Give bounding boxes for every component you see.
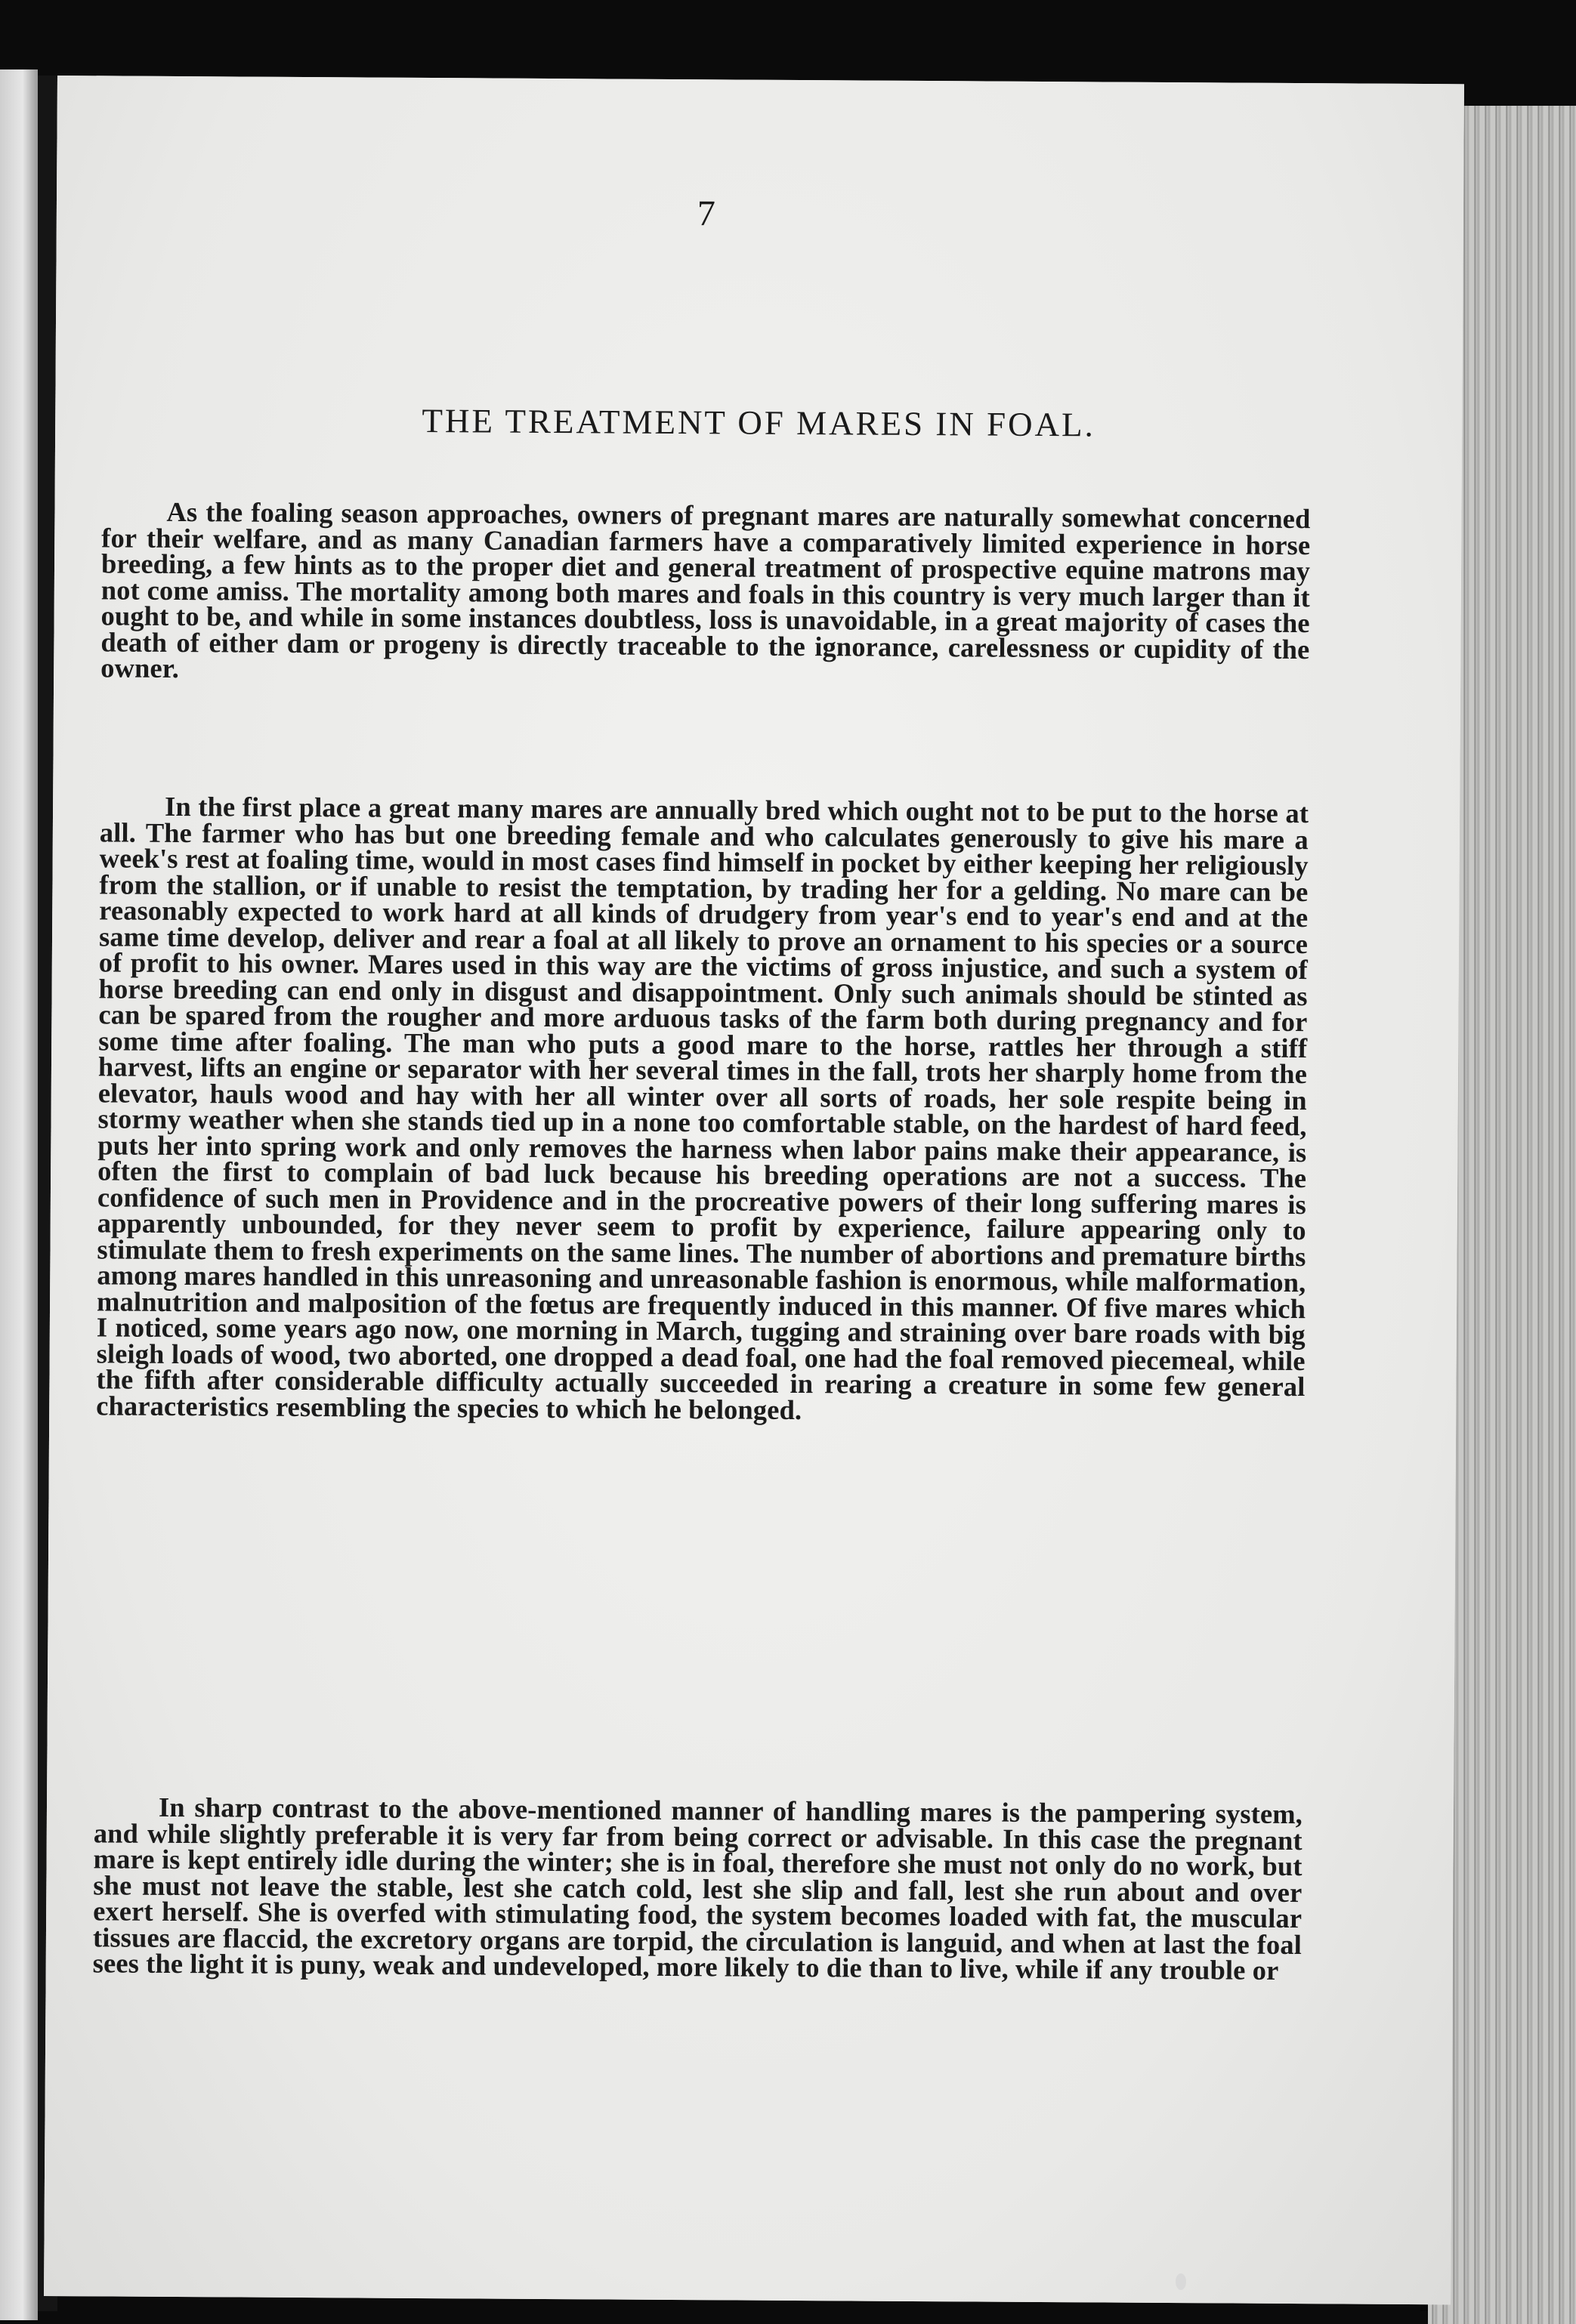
left-page-edge: [0, 69, 38, 2320]
paragraph-3: In sharp contrast to the above-mentioned manner of handling mares is the pampering system, and while slightly preferable it is very far from being correct or advisable. In this case the pregnant mare is kept entirely idle during the winter; she is in foal, therefore she must not only do no work, but she must not leave the stable, lest she catch cold, lest she slip and fall, lest she run about and over exert herself. She is overfed with stimulating food, the system becomes loaded with fat, the muscular tissues are flaccid, the excretory organs are torpid, the circulation is languid, and when at last the foal sees the light it is puny, weak and undeveloped, more likely to die than to live, while if any trouble or: [92, 1791, 1303, 1986]
book-page: [44, 76, 1464, 2304]
scan-speck: [1176, 2273, 1186, 2290]
paragraph-2: In the first place a great many mares are annually bred which ought not to be put to the horse at all. The farmer who has but one breeding female and who calculates generously to give his mare a week's rest at foaling time, would in most cases find himself in pocket by either keeping her religiously from the stallion, or if unable to resist the temptation, by trading her for a gelding. No mare can be reasonably expected to work hard at all kinds of drudgery from year's end to year's end and at the same time develop, deliver and rear a foal at all likely to prove an ornament to his species or a source of profit to his owner. Mares used in this way are the victims of gross injustice, and such a system of horse breeding can end only in disgust and disappointment. Only such animals should be stinted as can be spared from the rougher and more arduous tasks of the farm both during pregnancy and for some time after foaling. The man who puts a good mare to the horse, rattles her through a stiff harvest, lifts an engine or separator with her several times in the fall, trots her sharply home from the elevator, hauls wood and hay with her all winter over all sorts of roads, her sole respite being in stormy weather when she stands tied up in a none too comfortable stable, on the hardest of hard feed, puts her into spring work and only removes the harness when labor pains make their appearance, is often the first to complain of bad luck because his breeding operations are not a success. The confidence of such men in Providence and in the procreative powers of their long suffering mares is apparently unbounded, for they never seem to profit by experience, failure appearing only to stimulate them to fresh experiments on the same lines. The number of abortions and premature births among mares handled in this unreasoning and unreasonable fashion is enormous, while malformation, malnutrition and malposition of the fœtus are frequently induced in this manner. Of five mares which I noticed, some years ago now, one morning in March, tugging and straining over bare roads with big sleigh loads of wood, two aborted, one dropped a dead foal, one had the foal removed piecemeal, while the fifth after considerable difficulty actually succeeded in rearing a creature in some few general characteristics resembling the species to which he belonged.: [96, 790, 1309, 1425]
paragraph-1: As the foaling season approaches, owners of pregnant mares are naturally somewhat concerned for their welfare, and as many Canadian farmers have a comparatively limited experience in horse breeding, a few hints as to the proper diet and general treatment of prospective equine matrons may not come amiss. The mortality among both mares and foals in this country is very much larger than it ought to be, and while in some instances doubtless, loss is unavoidable, in a great majority of cases the death of either dam or progeny is directly traceable to the ignorance, carelessness or cupidity of the owner.: [100, 495, 1311, 684]
chapter-title: THE TREATMENT OF MARES IN FOAL.: [422, 401, 1096, 444]
page-number: 7: [697, 193, 716, 234]
